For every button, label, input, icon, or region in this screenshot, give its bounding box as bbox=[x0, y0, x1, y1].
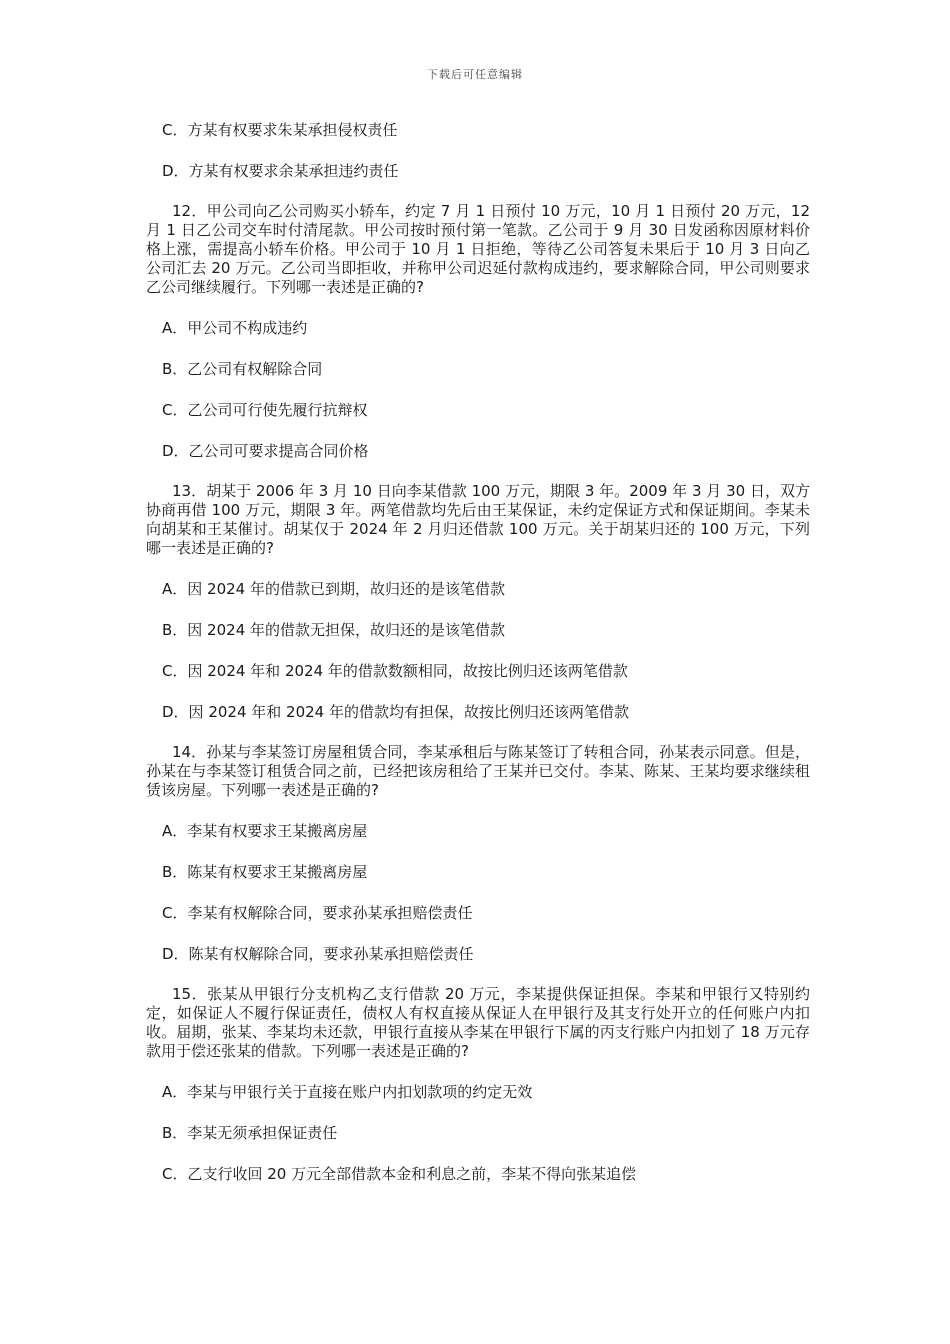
option-paragraph: D．因 2024 年和 2024 年的借款均有担保，故按比例归还该两笔借款 bbox=[162, 703, 629, 721]
question-paragraph: 12．甲公司向乙公司购买小轿车，约定 7 月 1 日预付 10 万元，10 月 1 日预付 20 万元，12 月 1 日乙公司交车时付清尾款。甲公司按时预付第一笔款。乙公司于 9 月 30 日发函称因原材料价格上涨，需提高小轿车价格。甲公司于 10 月 1 日拒绝，等待乙公司答复未果后于 10 月 3 日向乙公司汇去 20 万元。乙公司当即拒收，并称甲公司迟延付款构成违约，要求解除合同，甲公司则要求乙公司继续履行。下列哪一表述是正确的? bbox=[146, 202, 810, 296]
question-paragraph: 14．孙某与李某签订房屋租赁合同，李某承租后与陈某签订了转租合同，孙某表示同意。但是，孙某在与李某签订租赁合同之前，已经把该房租给了王某并已交付。李某、陈某、王某均要求继续租赁该房屋。下列哪一表述是正确的? bbox=[146, 743, 810, 799]
option-paragraph: C．乙支行收回 20 万元全部借款本金和利息之前，李某不得向张某追偿 bbox=[162, 1165, 637, 1183]
option-paragraph: D．陈某有权解除合同，要求孙某承担赔偿责任 bbox=[162, 945, 474, 963]
option-paragraph: A．因 2024 年的借款已到期，故归还的是该笔借款 bbox=[162, 580, 505, 598]
question-paragraph: 13．胡某于 2006 年 3 月 10 日向李某借款 100 万元，期限 3 年。2009 年 3 月 30 日，双方协商再借 100 万元，期限 3 年。两笔借款均先后由王某保证，未约定保证方式和保证期间。李某未向胡某和王某催讨。胡某仅于 2024 年 2 月归还借款 100 万元。关于胡某归还的 100 万元，下列哪一表述是正确的? bbox=[146, 482, 810, 557]
option-paragraph: B．陈某有权要求王某搬离房屋 bbox=[162, 863, 368, 881]
option-paragraph: A．李某与甲银行关于直接在账户内扣划款项的约定无效 bbox=[162, 1083, 533, 1101]
option-paragraph: A．甲公司不构成违约 bbox=[162, 319, 308, 337]
option-paragraph: B．李某无须承担保证责任 bbox=[162, 1124, 338, 1142]
option-paragraph: D．乙公司可要求提高合同价格 bbox=[162, 442, 369, 460]
option-paragraph: C．方某有权要求朱某承担侵权责任 bbox=[162, 121, 398, 139]
option-paragraph: C．乙公司可行使先履行抗辩权 bbox=[162, 401, 368, 419]
option-paragraph: C．因 2024 年和 2024 年的借款数额相同，故按比例归还该两笔借款 bbox=[162, 662, 628, 680]
question-paragraph: 15．张某从甲银行分支机构乙支行借款 20 万元，李某提供保证担保。李某和甲银行又特别约定，如保证人不履行保证责任，债权人有权直接从保证人在甲银行及其支行处开立的任何账户内扣收。届期，张某、李某均未还款，甲银行直接从李某在甲银行下属的丙支行账户内扣划了 18 万元存款用于偿还张某的借款。下列哪一表述是正确的? bbox=[146, 985, 810, 1060]
option-paragraph: A．李某有权要求王某搬离房屋 bbox=[162, 822, 368, 840]
option-paragraph: C．李某有权解除合同，要求孙某承担赔偿责任 bbox=[162, 904, 473, 922]
option-paragraph: B．因 2024 年的借款无担保，故归还的是该笔借款 bbox=[162, 621, 506, 639]
document-body bbox=[146, 120, 810, 1205]
page-header: 下载后可任意编辑 bbox=[427, 68, 523, 81]
option-paragraph: D．方某有权要求余某承担违约责任 bbox=[162, 162, 399, 180]
option-paragraph: B．乙公司有权解除合同 bbox=[162, 360, 323, 378]
